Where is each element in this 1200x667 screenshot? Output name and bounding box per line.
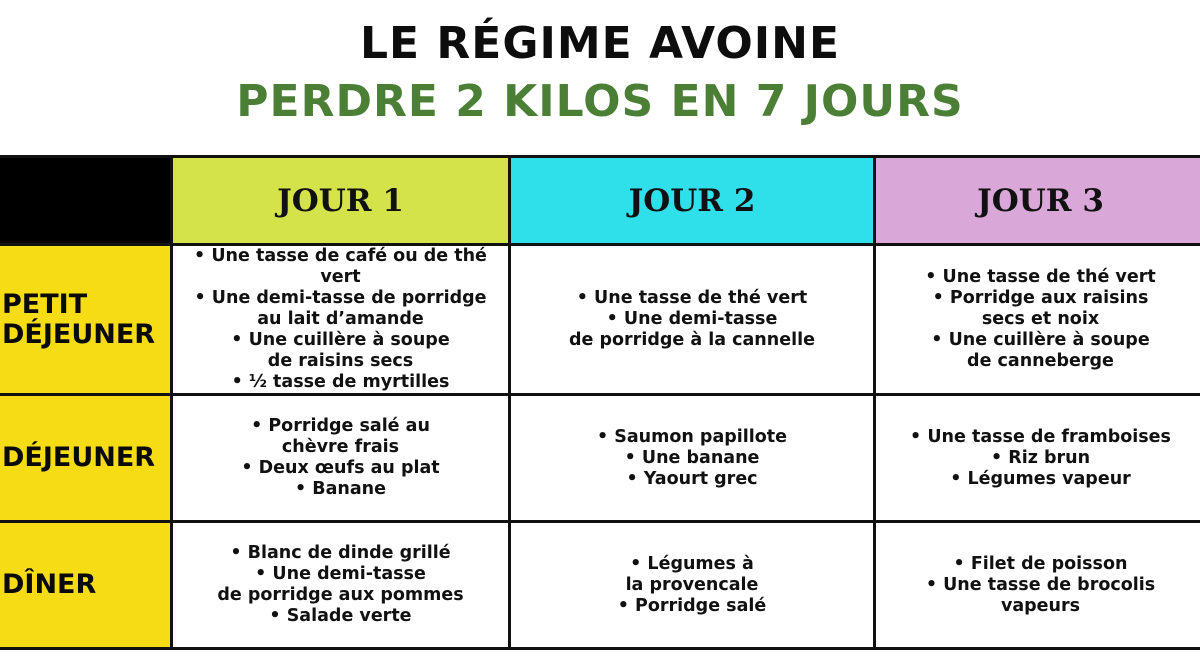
food-item-line: • Riz brun <box>990 447 1091 468</box>
meal-cell <box>510 245 875 395</box>
food-item <box>181 543 500 564</box>
food-item <box>519 596 865 617</box>
food-item <box>519 448 865 469</box>
meal-label-line: DÉJEUNER <box>2 442 156 474</box>
food-item <box>884 330 1197 372</box>
food-item <box>181 330 500 372</box>
food-item <box>181 416 500 458</box>
food-item <box>181 246 500 288</box>
meal-row-petit-dejeuner <box>0 245 1200 395</box>
food-item-line: • Yaourt grec <box>626 468 758 489</box>
meal-row-dejeuner <box>0 395 1200 522</box>
meal-cell <box>510 522 875 649</box>
food-item-line: la provencale <box>625 574 759 595</box>
food-item <box>884 554 1197 575</box>
meal-label-line: DÉJEUNER <box>2 318 156 350</box>
food-item <box>884 575 1197 617</box>
food-item <box>181 564 500 606</box>
food-item-line: • ½ tasse de myrtilles <box>231 372 450 392</box>
food-item <box>519 469 865 490</box>
food-item-line: vapeurs <box>1000 595 1081 616</box>
food-item-line: de raisins secs <box>267 351 414 371</box>
food-item-line: secs et noix <box>981 309 1100 329</box>
food-item <box>884 448 1197 469</box>
food-item-line: de canneberge <box>967 351 1114 371</box>
meal-row-diner <box>0 522 1200 649</box>
meal-cell <box>875 395 1200 522</box>
page-title: LE RÉGIME AVOINE <box>360 18 840 69</box>
food-item-line: • Porridge salé <box>617 595 767 616</box>
food-item-line: • Une tasse de thé vert <box>576 288 808 308</box>
food-item-line: • Deux œufs au plat <box>241 458 440 478</box>
food-item <box>519 427 865 448</box>
meal-label-line: PETIT <box>2 289 88 321</box>
food-item-line: • Filet de poisson <box>953 553 1128 574</box>
food-item-line: • Légumes à <box>630 553 754 574</box>
day-header-row <box>0 157 1200 245</box>
page-subtitle: PERDRE 2 KILOS EN 7 JOURS <box>236 76 964 127</box>
food-item <box>181 479 500 500</box>
day-header-3: JOUR 3 <box>875 157 1200 245</box>
food-item-line: • Une cuillère à soupe <box>931 330 1150 350</box>
food-item <box>884 288 1197 330</box>
food-item <box>519 309 865 351</box>
food-item-line: • Une demi-tasse <box>255 564 426 584</box>
food-item <box>181 458 500 479</box>
food-item-line: • Une tasse de thé vert <box>925 267 1156 287</box>
food-item-line: • Banane <box>294 479 387 499</box>
food-item <box>181 606 500 627</box>
meal-cell <box>875 522 1200 649</box>
food-item-line: • Blanc de dinde grillé <box>230 543 451 563</box>
food-item-line: • Une tasse de framboises <box>910 426 1171 447</box>
meal-cell <box>172 245 510 395</box>
day-header-1: JOUR 1 <box>172 157 510 245</box>
food-item-line: • Une tasse de café ou de thé vert <box>194 246 487 287</box>
meal-label-diner <box>0 522 172 649</box>
meal-cell <box>510 395 875 522</box>
food-item-line: • Porridge salé au <box>251 416 430 436</box>
food-item-line: chèvre frais <box>281 437 400 457</box>
meal-cell <box>875 245 1200 395</box>
food-item-line: de porridge aux pommes <box>217 585 464 605</box>
food-item-line: • Une tasse de brocolis <box>925 574 1156 595</box>
food-item-line: • Porridge aux raisins <box>932 288 1149 308</box>
food-item-line: • Une demi-tasse <box>606 309 778 329</box>
meal-cell <box>172 395 510 522</box>
food-item <box>181 372 500 393</box>
day-header-2: JOUR 2 <box>510 157 875 245</box>
food-item-line: • Une demi-tasse de porridge <box>194 288 487 308</box>
food-item-line: • Salade verte <box>269 606 412 626</box>
food-item-line: • Une banane <box>624 447 760 468</box>
food-item-line: • Saumon papillote <box>596 426 788 447</box>
corner-cell <box>0 157 172 245</box>
food-item-line: au lait d’amande <box>257 309 424 329</box>
food-item <box>519 288 865 309</box>
food-item <box>884 427 1197 448</box>
food-item-line: • Une cuillère à soupe <box>231 330 450 350</box>
meal-cell <box>172 522 510 649</box>
food-item-line: • Légumes vapeur <box>950 468 1131 489</box>
food-item <box>519 554 865 596</box>
meal-label-dejeuner <box>0 395 172 522</box>
food-item <box>884 267 1197 288</box>
diet-plan-table <box>0 155 1200 650</box>
food-item-line: de porridge à la cannelle <box>569 330 815 350</box>
meal-label-line: DÎNER <box>2 569 97 601</box>
food-item <box>884 469 1197 490</box>
meal-label-petit-dejeuner <box>0 245 172 395</box>
food-item <box>181 288 500 330</box>
